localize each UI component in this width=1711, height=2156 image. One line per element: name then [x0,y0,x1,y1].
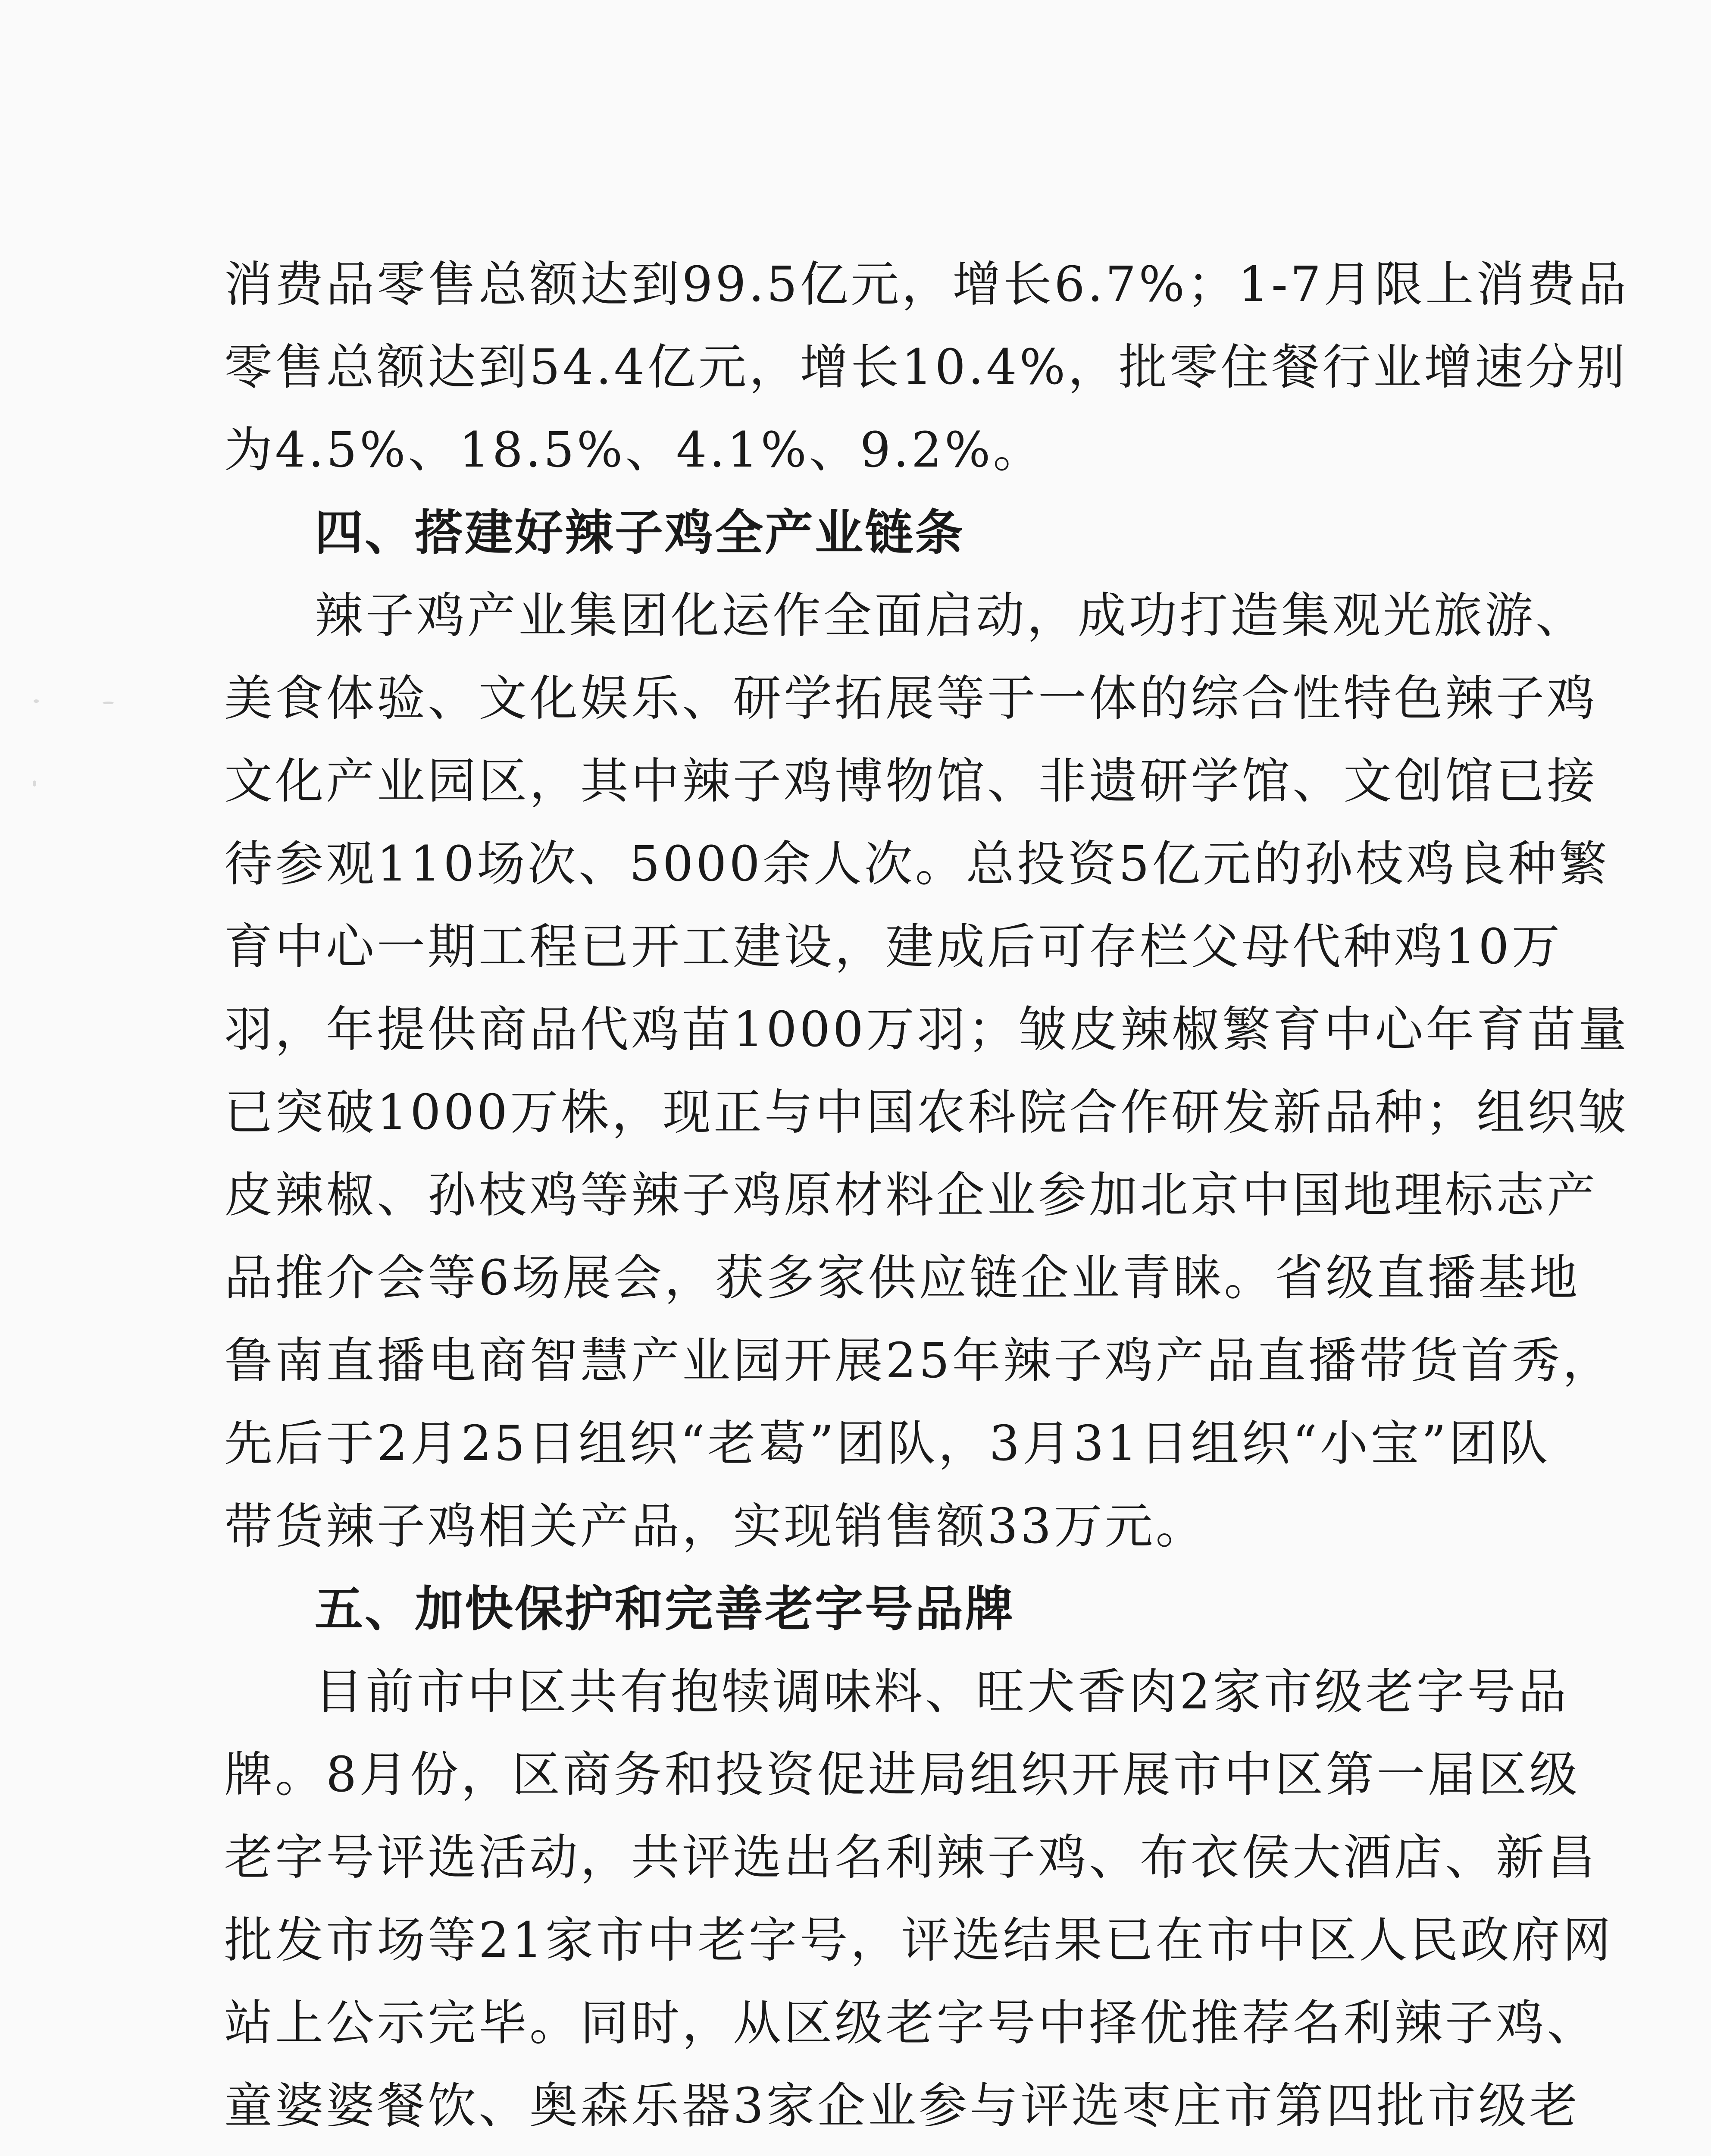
text-line: 品推介会等6场展会，获多家供应链企业青睐。省级直播基地 [224,1250,1580,1306]
text-line: 零售总额达到54.4亿元，增长10.4%，批零住餐行业增速分别 [224,339,1628,395]
text-line: 文化产业园区，其中辣子鸡博物馆、非遗研学馆、文创馆已接 [224,753,1598,809]
text-line: 羽，年提供商品代鸡苗1000万羽；皱皮辣椒繁育中心年育苗量 [224,1002,1630,1058]
text-line: 皮辣椒、孙枝鸡等辣子鸡原材料企业参加北京中国地理标志产 [224,1167,1598,1223]
text-line [224,2150,1474,2156]
text-line: 消费品零售总额达到99.5亿元，增长6.7%；1-7月限上消费品 [224,257,1629,313]
text-line: 鲁南直播电商智慧产业园开展25年辣子鸡产品直播带货首秀， [224,1333,1614,1389]
text-line: 老字号评选活动，共评选出名利辣子鸡、布衣侯大酒店、新昌 [224,1830,1598,1886]
text-line: 美食体验、文化娱乐、研学拓展等于一体的综合性特色辣子鸡 [224,671,1598,727]
section-heading: 四、搭建好辣子鸡全产业链条 [315,505,965,561]
paragraph-first-line: 辣子鸡产业集团化运作全面启动，成功打造集观光旅游、 [315,588,1586,644]
text-line: 为4.5%、18.5%、4.1%、9.2%。 [224,422,1044,478]
text-line: 已突破1000万株，现正与中国农科院合作研发新品种；组织皱 [224,1084,1630,1141]
text-line: 带货辣子鸡相关产品，实现销售额33万元。 [224,1498,1207,1554]
text-line: 先后于2月25日组织“老葛”团队，3月31日组织“小宝”团队 [224,1416,1551,1472]
text-line: 站上公示完毕。同时，从区级老字号中择优推荐名利辣子鸡、 [224,1995,1598,2051]
text-line: 牌。8月份，区商务和投资促进局组织开展市中区第一届区级 [224,1747,1580,1803]
text-line: 童婆婆餐饮、奥森乐器3家企业参与评选枣庄市第四批市级老 [224,2078,1580,2134]
paragraph-first-line: 目前市中区共有抱犊调味料、旺犬香肉2家市级老字号品 [315,1664,1569,1720]
text-line: 育中心一期工程已开工建设，建成后可存栏父母代种鸡10万 [224,919,1563,975]
scan-speck [33,780,36,787]
scan-speck [34,699,39,703]
text-line: 待参观110场次、5000余人次。总投资5亿元的孙枝鸡良种繁 [224,836,1610,892]
text-line: 批发市场等21家市中老字号，评选结果已在市中区人民政府网 [224,1912,1614,1968]
section-heading: 五、加快保护和完善老字号品牌 [315,1581,1015,1637]
scan-speck [103,702,114,704]
